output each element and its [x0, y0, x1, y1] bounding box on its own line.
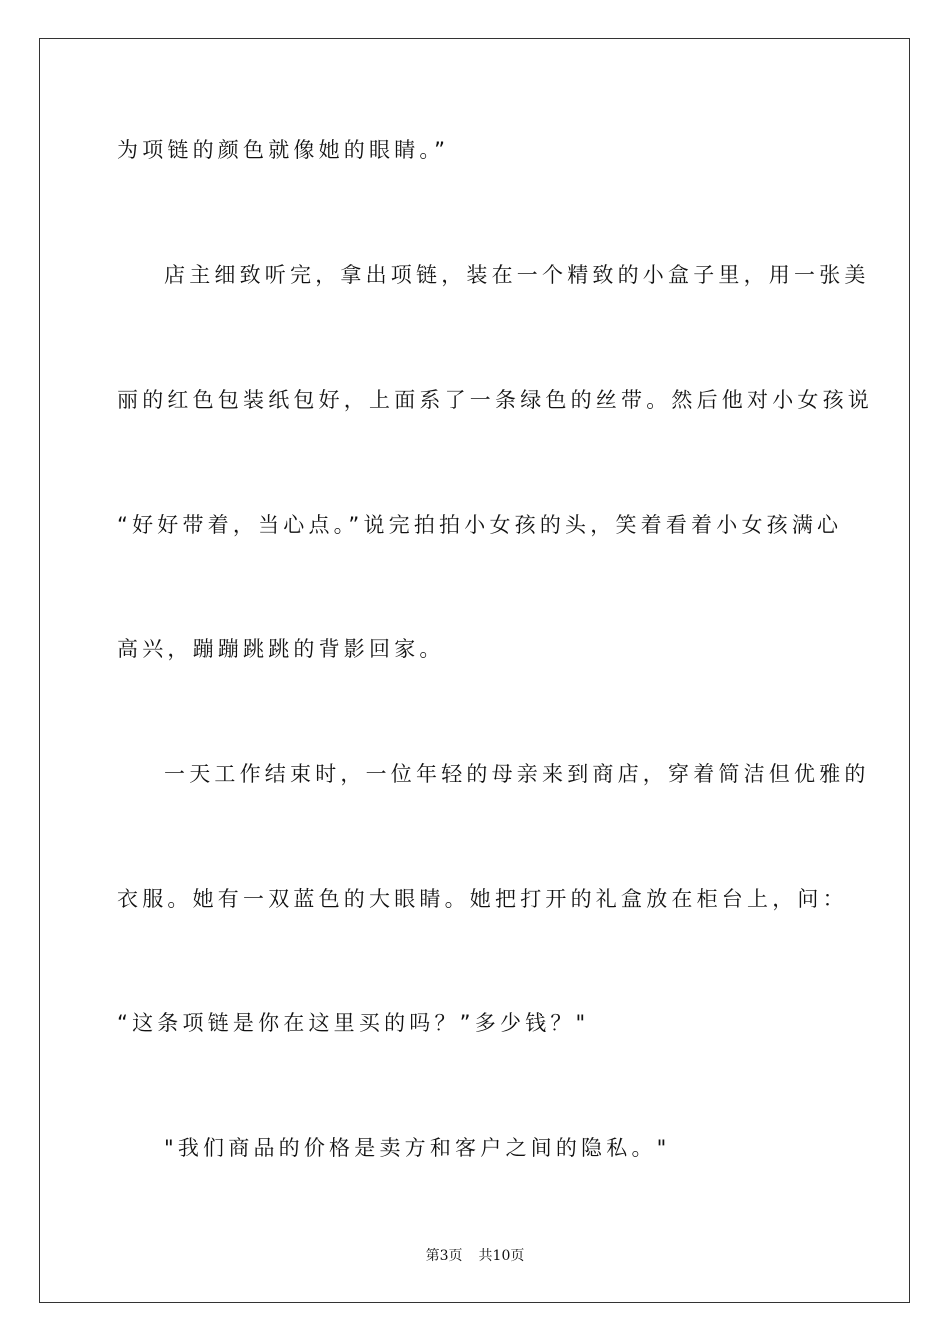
paragraph-line: “好好带着，当心点。”说完拍拍小女孩的头，笑着看着小女孩满心: [117, 513, 843, 537]
paragraph-line: “这条项链是你在这里买的吗？”多少钱？": [117, 1011, 590, 1035]
paragraph-line: 店主细致听完，拿出项链，装在一个精致的小盒子里，用一张美: [164, 263, 870, 287]
paragraph-line: "我们商品的价格是卖方和客户之间的隐私。": [164, 1136, 671, 1160]
paragraph-line: 衣服。她有一双蓝色的大眼睛。她把打开的礼盒放在柜台上，问：: [117, 887, 848, 911]
page-total: 共10页: [478, 1248, 525, 1264]
paragraph-line: 丽的红色包装纸包好，上面系了一条绿色的丝带。然后他对小女孩说: [117, 388, 873, 412]
page-footer: [0, 1247, 950, 1265]
page-border: [39, 38, 910, 1303]
paragraph-line: 为项链的颜色就像她的眼睛。”: [117, 138, 450, 162]
page-number: 第3页: [425, 1248, 463, 1264]
paragraph-line: 高兴，蹦蹦跳跳的背影回家。: [117, 637, 445, 661]
paragraph-line: 一天工作结束时，一位年轻的母亲来到商店，穿着简洁但优雅的: [164, 762, 870, 786]
